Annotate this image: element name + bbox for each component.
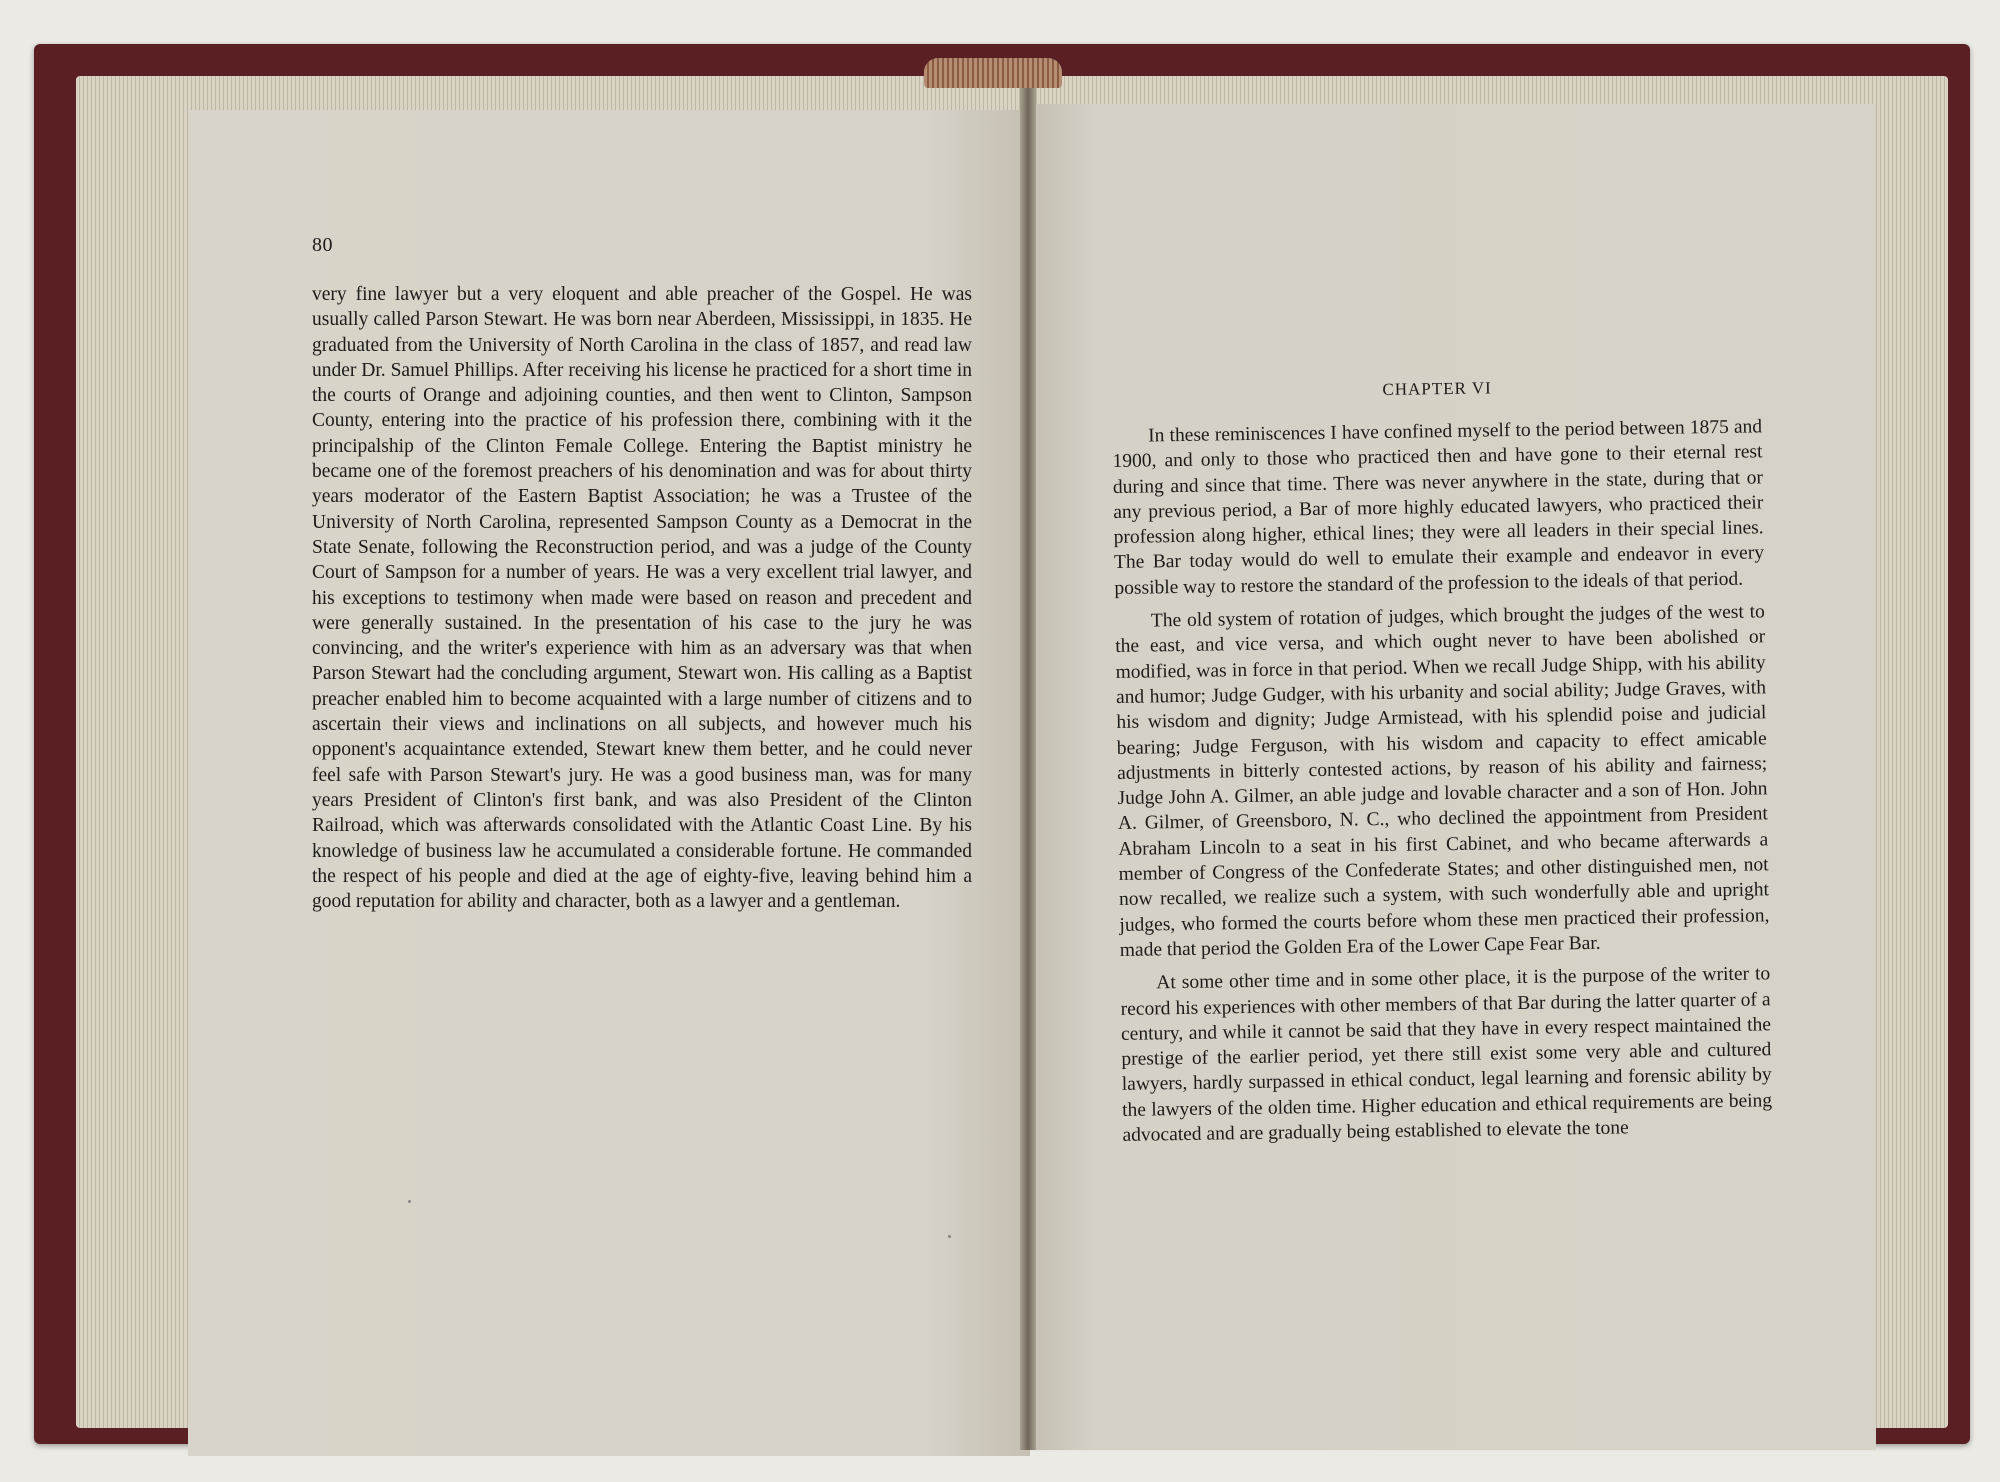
chapter-heading: CHAPTER VI bbox=[1382, 378, 1492, 399]
right-paragraph-2: The old system of rotation of judges, which brought the judges of the west to the east, and vice versa, and which ought never to have been abolished or modified, was in force in that period. When we recall Judge Shipp, with his ability and humor; Judge Gudger, with his urbanity and social ability; Judge Graves, with his wisdom and dignity; Judge Armistead, with his splendid poise and judicial bearing; Judge Ferguson, with his wisdom and capacity to effect amicable adjustments in bitterly contested actions, by reason of his ability and fairness; Judge John A. Gilmer, an able judge and lovable character and a son of Hon. John A. Gilmer, of Greensboro, N. C., who declined the appointment from President Abraham Lincoln to a seat in his first Cabinet, and who became afterwards a member of Congress of the Confederate States; and other distinguished men, not now recalled, we realize such a system, with such wonderfully able and upright judges, who formed the courts before whom these men practiced their profession, made that period the Golden Era of the Lower Cape Fear Bar. bbox=[1115, 601, 1770, 961]
left-paragraph: very fine lawyer but a very eloquent and able preacher of the Gospel. He was usually called Parson Stewart. He was born near Aberdeen, Mississippi, in 1835. He graduated from the University of North Carolina in the class of 1857, and read law under Dr. Samuel Phillips. After receiving his license he practiced for a short time in the courts of Orange and adjoining counties, and then went to Clinton, Sampson County, entering into the practice of his profession there, combining with it the principalship of the Clinton Female College. Entering the Baptist ministry he became one of the foremost preachers of his denomination and was for about thirty years moderator of the Eastern Baptist Association; he was a Trustee of the University of North Carolina, represented Sampson County as a Democrat in the State Senate, following the Reconstruction period, and was a judge of the County Court of Sampson for a number of years. He was a very excellent trial lawyer, and his exceptions to testimony when made were based on reason and precedent and were generally sustained. In the presentation of his case to the jury he was convincing, and the writer's experience with him as an adversary was that when Parson Stewart had the concluding argument, Stewart won. His calling as a Baptist preacher enabled him to become acquainted with a large number of citizens and to ascertain their views and inclinations on all subjects, and however much his opponent's acquaintance extended, Stewart knew them better, and he could never feel safe with Parson Stewart's jury. He was a good business man, was for many years President of Clinton's first bank, and was also President of the Clinton Railroad, which was afterwards consolidated with the Atlantic Coast Line. By his knowledge of business law he accumulated a considerable fortune. He commanded the respect of his people and died at the age of eighty-five, leaving behind him a good reputation for ability and character, both as a lawyer and a gentleman. bbox=[312, 284, 972, 913]
ink-speck bbox=[948, 1235, 951, 1238]
right-page bbox=[1028, 104, 1876, 1450]
book-gutter bbox=[1020, 60, 1036, 1450]
right-paragraph-3: At some other time and in some other place, it is the purpose of the writer to record his experiences with other members of that Bar during the latter quarter of a century, and while it cannot be said that they have in every respect maintained the prestige of the earlier period, yet there still exist some very able and cultured lawyers, hardly surpassed in ethical conduct, legal learning and forensic ability by the lawyers of the olden time. Higher education and ethical requirements are being advocated and are gradually being established to elevate the tone bbox=[1120, 963, 1773, 1146]
right-page-text bbox=[1112, 414, 1773, 1156]
book-headband bbox=[924, 58, 1062, 88]
ink-speck bbox=[408, 1200, 411, 1203]
page-number: 80 bbox=[312, 234, 333, 256]
left-page-text bbox=[312, 282, 972, 914]
right-paragraph-1: In these reminiscences I have confined myself to the period between 1875 and 1900, and only to those who practiced then and have gone to their eternal rest during and since that time. There was never anywhere in the state, during that or any previous period, a Bar of more highly educated lawyers, who practiced their profession along higher, ethical lines; they were all leaders in their special lines. The Bar today would do well to emulate their example and endeavor in every possible way to restore the standard of the profession to the ideals of that period. bbox=[1112, 416, 1765, 599]
left-page bbox=[188, 110, 1030, 1456]
